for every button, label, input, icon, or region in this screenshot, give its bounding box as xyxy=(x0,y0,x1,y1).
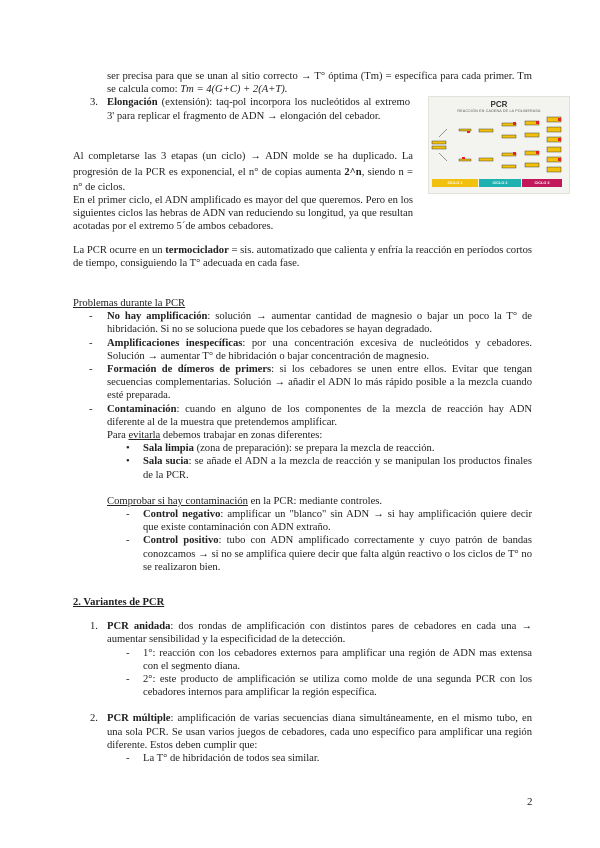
item-text: : se añade el ADN a la mezcla de reacción y se manipulan los productos finales de la PCR. xyxy=(143,456,532,481)
list-item xyxy=(73,620,532,646)
thermo-bold: termociclador xyxy=(165,245,229,256)
item-text: : tubo con ADN amplificado correctamente y cuyo patrón de bandas conozcamos → si no se amplifica quiere decir que falta algún reactivo o los ciclos de T° no se realizaron bien. xyxy=(143,535,532,573)
list-item xyxy=(73,455,532,481)
list-item xyxy=(73,310,532,336)
item-text: : amplificación de varias secuencias diana simultáneamente, en el mismo tubo, en una sola PCR. Se usan varios juegos de cebadores, cada uno específico para amplificar una región diferente. Estos deben cumplir que: xyxy=(107,713,532,751)
thermocycler-paragraph xyxy=(73,244,532,270)
avoid-underlined: evitarla xyxy=(128,430,161,442)
check-underlined: Comprobar si hay contaminación xyxy=(107,495,248,507)
bullet: • xyxy=(126,456,130,468)
pcr-diagram xyxy=(428,96,570,194)
annealing-text xyxy=(73,70,532,96)
thermo-b: = sis. automatizado que calienta y enfría la reacción en períodos cortos de tiempo, consiguiendo la T° adecuada en cada fase. xyxy=(73,245,532,270)
first-cycle-paragraph xyxy=(73,194,413,234)
item-title: Sala limpia xyxy=(143,443,194,455)
annealing-line: ser precisa para que se unan al sitio correcto → T° óptima (Tm) = específica para cada primer. Tm se calcula como: xyxy=(107,71,532,96)
check-text xyxy=(73,495,532,508)
item-text: 1°: reacción con los cebadores externos para amplificar una región de ADN mas extensa con el segmento diana. xyxy=(143,647,532,672)
item-title: PCR anidada xyxy=(107,621,171,633)
avoid-text xyxy=(73,429,532,442)
list-item xyxy=(73,647,532,673)
list-item xyxy=(73,673,532,699)
dash: - xyxy=(89,403,93,415)
avoid-post: debemos trabajar en zonas diferentes: xyxy=(160,430,323,442)
avoid-pre: Para xyxy=(107,430,129,442)
list-number: 2. xyxy=(90,713,98,725)
list-number: 3. xyxy=(90,97,98,109)
dash: - xyxy=(126,674,130,686)
dash: - xyxy=(126,535,130,547)
list-item xyxy=(73,363,532,403)
item-title: PCR múltiple xyxy=(107,713,171,725)
list-item xyxy=(73,508,532,534)
dash: - xyxy=(89,337,93,349)
problems-heading: Problemas durante la PCR xyxy=(73,298,186,309)
list-number: 1. xyxy=(90,621,98,633)
variants-section xyxy=(73,596,532,765)
list-item xyxy=(73,712,532,752)
list-item xyxy=(73,442,532,455)
item-title: Formación de dímeros de primers xyxy=(107,364,272,376)
step-elongation xyxy=(73,96,410,122)
item-text: (zona de preparación): se prepara la mezcla de reacción. xyxy=(193,443,435,455)
thermo-a: La PCR ocurre en un xyxy=(73,245,166,256)
cycle-text-a: Al completarse las 3 etapas (un ciclo) → ADN molde se ha duplicado. La progresión de la PCR es exponencial, el n° de copias aumenta xyxy=(73,151,413,178)
dash: - xyxy=(126,509,130,521)
dash: - xyxy=(89,364,93,376)
cycle-1-label: CICLO 1 xyxy=(432,179,478,187)
item-text: : solución → aumentar cantidad de magnesio o bajar un poco la T° de hibridación. Si no se soluciona puede que los cebadores se hayan degradado. xyxy=(107,311,533,336)
item-text: : por una concentración excesiva de nucleótidos y cebadores. Solución → aumentar T° de hibridación o bajar concentración de magnesio. xyxy=(107,337,532,362)
item-text: : cuando en alguno de los componentes de la mezcla de reacción hay ADN diferente al de la muestra que pretendemos amplificar. xyxy=(107,403,532,428)
tm-formula: Tm = 4(G+C) + 2(A+T). xyxy=(180,84,288,96)
diagram-subtitle: REACCIÓN EN CADENA DE LA POLIMERASA xyxy=(457,109,541,113)
item-text: 2°: este producto de amplificación se utiliza como molde de una segunda PCR con los cebadores internos para amplificar la región específica. xyxy=(143,674,532,699)
cycle-text-b: , siendo n = n° de ciclos. xyxy=(73,166,413,193)
step-title: Elongación xyxy=(107,97,158,109)
list-item xyxy=(73,337,532,363)
item-text: : dos rondas de amplificación con distintos pares de cebadores en cada una → aumentar sensibilidad y la especificidad de la detección. xyxy=(107,621,532,646)
check-post: en la PCR: mediante controles. xyxy=(247,495,383,507)
diagram-title: PCR xyxy=(490,100,508,109)
cycle-paragraph xyxy=(73,149,413,196)
item-title: Control negativo xyxy=(143,509,221,521)
variants-heading: 2. Variantes de PCR xyxy=(73,597,165,608)
dash: - xyxy=(126,647,130,659)
exponent-text: 2^n xyxy=(344,166,362,178)
cycle-text-1 xyxy=(73,149,413,196)
dash: - xyxy=(89,311,93,323)
list-item xyxy=(73,403,532,429)
page-number: 2 xyxy=(527,796,533,808)
item-title: Sala sucia xyxy=(143,456,189,468)
item-text: : amplificar un "blanco" sin ADN → si hay amplificación quiere decir que existe contaminación con ADN extraño. xyxy=(143,509,532,534)
list-item xyxy=(73,752,532,765)
cycle-3-label: CICLO 3 xyxy=(522,179,562,187)
pcr-strands-illustration xyxy=(429,115,569,177)
step-text: (extensión): taq-pol incorpora los nucleótidos al extremo 3' para replicar el fragmento de ADN → elongación del cebador. xyxy=(107,97,410,122)
first-cycle-text: En el primer ciclo, el ADN amplificado es mayor del que queremos. Pero en los siguientes ciclos las hebras de ADN van reduciendo su longitud, ya que resultan acotadas por el extremo 5´de ambos cebadores. xyxy=(73,195,413,233)
problems-section xyxy=(73,297,532,574)
item-title: No hay amplificación xyxy=(107,311,208,323)
item-text: La T° de hibridación de todos sea similar. xyxy=(143,753,320,765)
item-title: Control positivo xyxy=(143,535,219,547)
item-title: Amplificaciones inespecíficas xyxy=(107,337,243,349)
item-title: Contaminación xyxy=(107,403,177,415)
thermocycler-text xyxy=(73,244,532,270)
list-item xyxy=(73,534,532,574)
item-text: : si los cebadores se unen entre ellos. Evitar que tengan secuencias complementarias. Solución → añadir el ADN lo más rápido posible a la mezcla cuando esté preparada. xyxy=(107,364,532,402)
cycle-2-label: CICLO 2 xyxy=(479,179,521,187)
bullet: • xyxy=(126,443,130,455)
dash: - xyxy=(126,753,130,765)
